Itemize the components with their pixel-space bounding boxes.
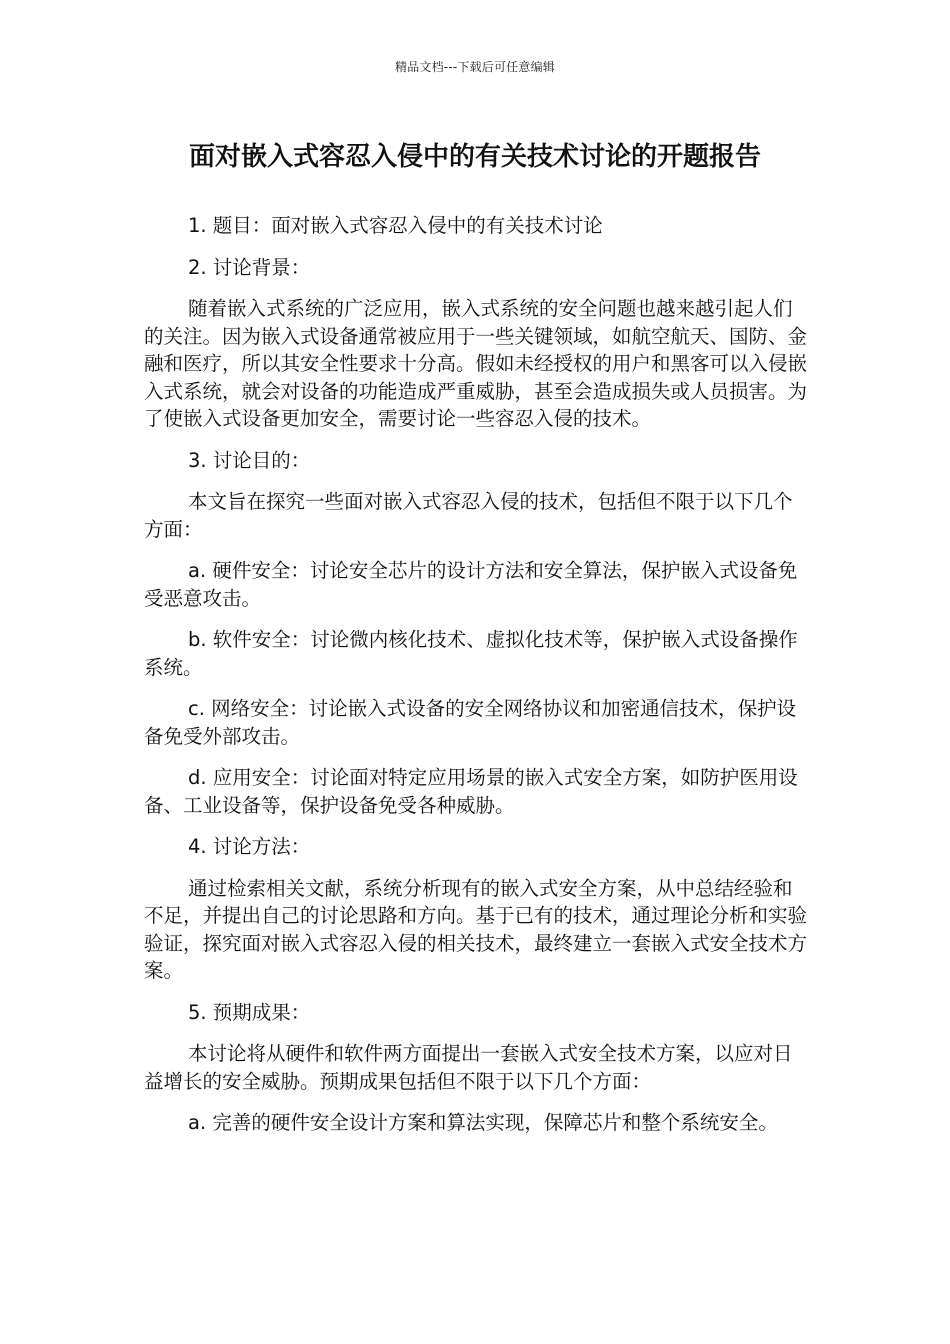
purpose-paragraph: 本文旨在探究一些面对嵌入式容忍入侵的技术，包括但不限于以下几个方面： xyxy=(144,490,793,541)
section-title-paragraph: 1. 题目：面对嵌入式容忍入侵中的有关技术讨论 xyxy=(188,214,603,237)
section-heading-purpose: 3. 讨论目的： xyxy=(188,448,311,472)
section-heading-outcome: 5. 预期成果： xyxy=(188,1000,311,1024)
document-title: 面对嵌入式容忍入侵中的有关技术讨论的开题报告 xyxy=(188,142,761,172)
purpose-item-network: c. 网络安全：讨论嵌入式设备的安全网络协议和加密通信技术，保护设备免受外部攻击。 xyxy=(144,697,797,748)
purpose-item-application: d. 应用安全：讨论面对特定应用场景的嵌入式安全方案，如防护医用设备、工业设备等，保护设备免受各种威胁。 xyxy=(144,766,798,817)
background-paragraph: 随着嵌入式系统的广泛应用，嵌入式系统的安全问题也越来越引起人们的关注。因为嵌入式设备通常被应用于一些关键领域，如航空航天、国防、金融和医疗，所以其安全性要求十分高。假如未经授权的用户和黑客可以入侵嵌入式系统，就会对设备的功能造成严重威胁，甚至会造成损失或人员损害。为了使嵌入式设备更加安全，需要讨论一些容忍入侵的技术。 xyxy=(144,297,808,430)
section-heading-method: 4. 讨论方法： xyxy=(188,835,311,858)
purpose-item-software: b. 软件安全：讨论微内核化技术、虚拟化技术等，保护嵌入式设备操作系统。 xyxy=(144,628,798,679)
purpose-item-hardware: a. 硬件安全：讨论安全芯片的设计方法和安全算法，保护嵌入式设备免受恶意攻击。 xyxy=(144,559,798,610)
outcome-item-hardware: a. 完善的硬件安全设计方案和算法实现，保障芯片和整个系统安全。 xyxy=(188,1111,778,1134)
method-paragraph: 通过检索相关文献，系统分析现有的嵌入式安全方案，从中总结经验和不足，并提出自己的讨论思路和方向。基于已有的技术，通过理论分析和实验验证，探究面对嵌入式容忍入侵的相关技术，最终建立一套嵌入式安全技术方案。 xyxy=(144,876,808,982)
section-heading-background: 2. 讨论背景： xyxy=(188,255,311,279)
header-note: 精品文档---下载后可任意编辑 xyxy=(395,60,555,74)
outcome-paragraph: 本讨论将从硬件和软件两方面提出一套嵌入式安全技术方案，以应对日益增长的安全威胁。预期成果包括但不限于以下几个方面： xyxy=(144,1042,793,1093)
document-body xyxy=(144,212,810,1151)
